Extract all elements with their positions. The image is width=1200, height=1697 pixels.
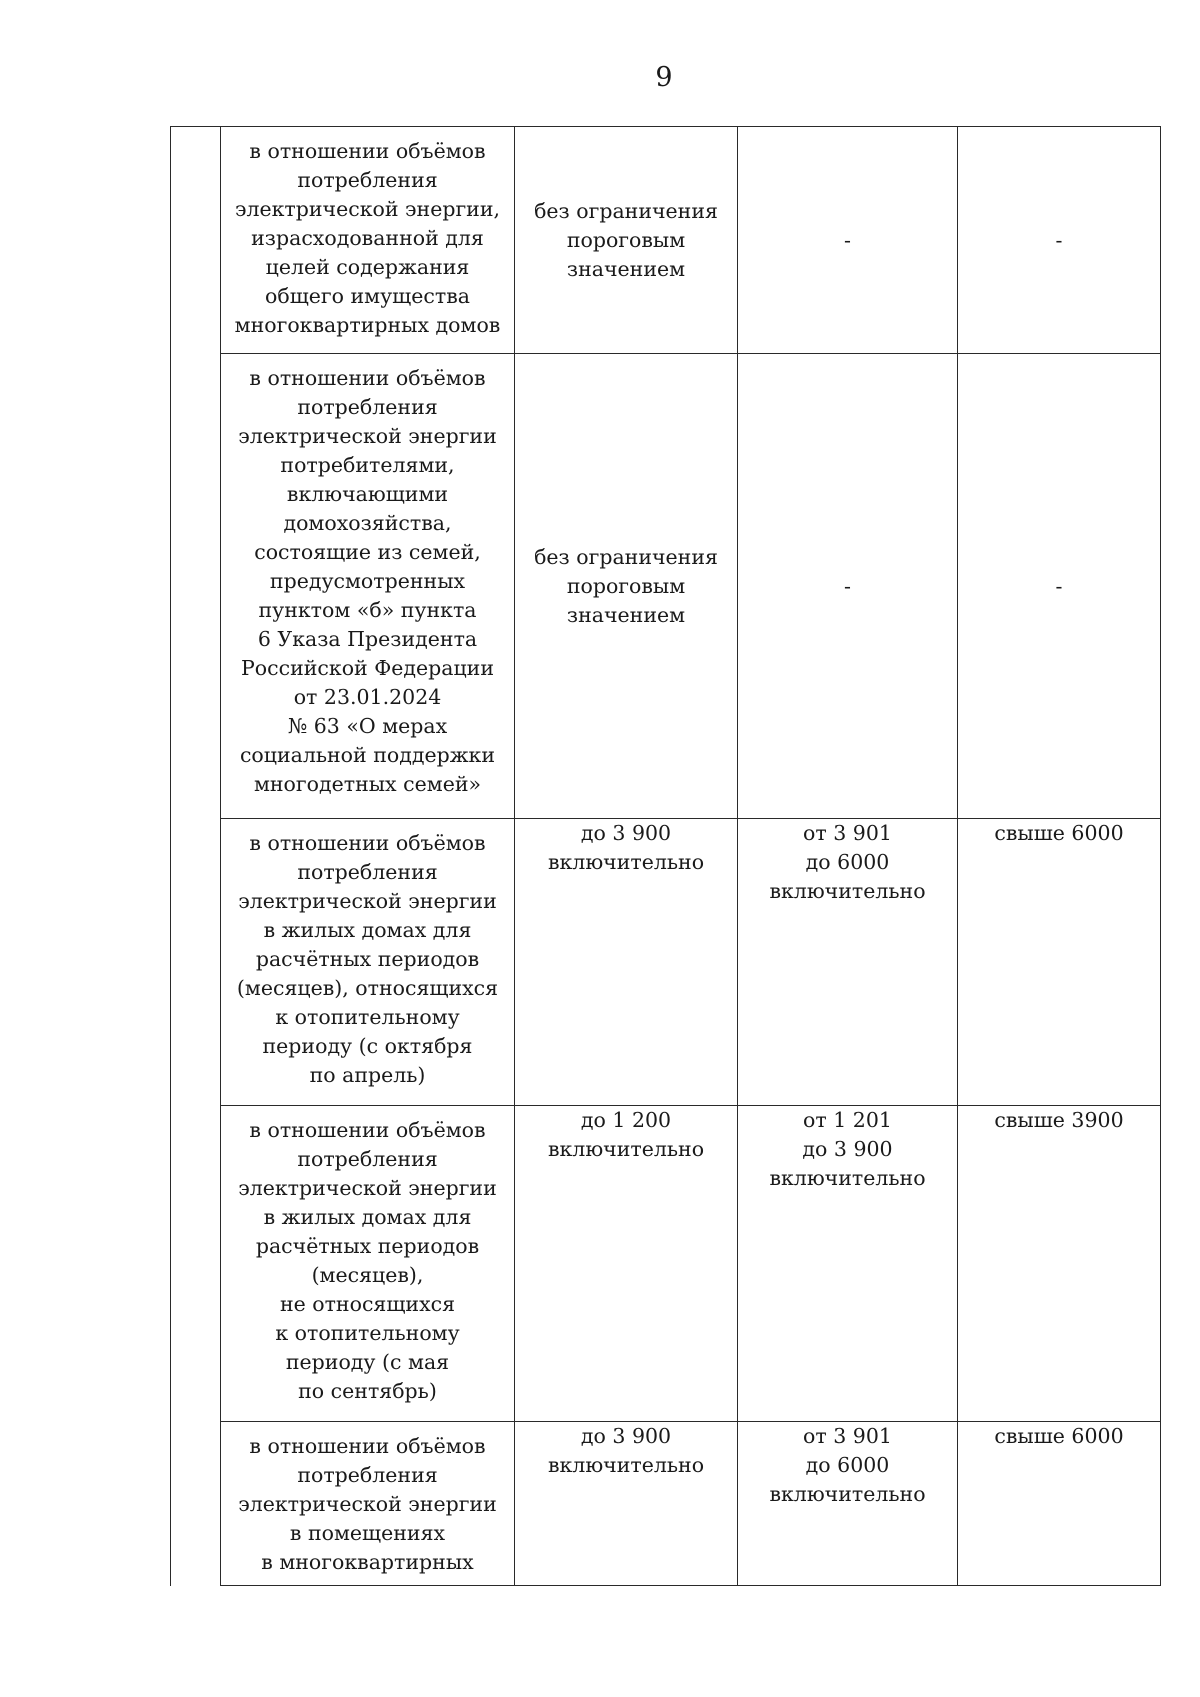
description-line: пунктом «б» пункта <box>258 598 477 622</box>
description-line: электрической энергии <box>238 1176 497 1200</box>
number-cell <box>171 1422 221 1586</box>
description-line: в многоквартирных <box>261 1550 474 1574</box>
description-line: потребления <box>297 168 438 192</box>
tariff-threshold-table <box>170 126 1161 1586</box>
table-row <box>171 354 1161 819</box>
description-line: не относящихся <box>279 1292 456 1316</box>
description-line: социальной поддержки <box>239 743 496 767</box>
description-cell <box>221 1106 515 1422</box>
threshold-3-cell: - <box>958 127 1161 354</box>
threshold-2-cell: от 3 901 до 6000 включительно <box>738 1422 958 1586</box>
description-line: целей содержания <box>265 255 470 279</box>
description-line: по апрель) <box>309 1063 426 1087</box>
description-line: потребления <box>297 860 438 884</box>
description-line: потребителями, <box>280 453 455 477</box>
threshold-2-cell: - <box>738 354 958 819</box>
description-line: к отопительному <box>275 1321 460 1345</box>
description-line: периоду (с октября <box>262 1034 473 1058</box>
table-row <box>171 127 1161 354</box>
description-line: состоящие из семей, <box>254 540 481 564</box>
description-line: включающими <box>286 482 449 506</box>
description-line: по сентябрь) <box>298 1379 437 1403</box>
description-line: в отношении объёмов <box>249 1434 486 1458</box>
description-line: электрической энергии, <box>234 197 501 221</box>
description-cell <box>221 127 515 354</box>
threshold-1-cell: до 3 900 включительно <box>515 1422 738 1586</box>
description-cell <box>221 1422 515 1586</box>
description-line: домохозяйства, <box>283 511 452 535</box>
description-line: в отношении объёмов <box>249 139 486 163</box>
description-line: в жилых домах для <box>263 918 472 942</box>
description-line: 6 Указа Президента <box>257 627 478 651</box>
description-cell <box>221 819 515 1106</box>
table-row <box>171 1106 1161 1422</box>
page-number: 9 <box>655 62 673 93</box>
description-line: в отношении объёмов <box>249 366 486 390</box>
description-cell <box>221 354 515 819</box>
description-line: (месяцев), относящихся <box>236 976 499 1000</box>
description-line: № 63 «О мерах <box>287 714 448 738</box>
description-line: периоду (с мая <box>285 1350 450 1374</box>
number-cell <box>171 1106 221 1422</box>
description-line: электрической энергии <box>238 889 497 913</box>
description-line: в жилых домах для <box>263 1205 472 1229</box>
description-line: многоквартирных домов <box>234 313 501 337</box>
description-line: в помещениях <box>289 1521 446 1545</box>
description-line: расчётных периодов <box>255 947 480 971</box>
description-line: многодетных семей» <box>253 772 482 796</box>
threshold-2-cell: от 1 201 до 3 900 включительно <box>738 1106 958 1422</box>
description-line: в отношении объёмов <box>249 831 486 855</box>
threshold-1-cell: без ограничения пороговым значением <box>515 354 738 819</box>
number-cell <box>171 354 221 819</box>
threshold-1-cell: без ограничения пороговым значением <box>515 127 738 354</box>
description-line: потребления <box>297 395 438 419</box>
threshold-3-cell: - <box>958 354 1161 819</box>
description-line: общего имущества <box>265 284 470 308</box>
description-line: израсходованной для <box>251 226 484 250</box>
description-line: потребления <box>297 1463 438 1487</box>
threshold-3-cell: свыше 6000 <box>958 819 1161 1106</box>
table-row <box>171 819 1161 1106</box>
threshold-2-cell: - <box>738 127 958 354</box>
table-row <box>171 1422 1161 1586</box>
number-cell <box>171 819 221 1106</box>
description-line: потребления <box>297 1147 438 1171</box>
threshold-3-cell: свыше 6000 <box>958 1422 1161 1586</box>
description-line: расчётных периодов <box>255 1234 480 1258</box>
threshold-3-cell: свыше 3900 <box>958 1106 1161 1422</box>
description-line: к отопительному <box>275 1005 460 1029</box>
description-line: в отношении объёмов <box>249 1118 486 1142</box>
description-line: от 23.01.2024 <box>293 685 442 709</box>
description-line: предусмотренных <box>269 569 466 593</box>
description-line: (месяцев), <box>311 1263 424 1287</box>
threshold-1-cell: до 1 200 включительно <box>515 1106 738 1422</box>
description-line: электрической энергии <box>238 1492 497 1516</box>
number-cell <box>171 127 221 354</box>
threshold-2-cell: от 3 901 до 6000 включительно <box>738 819 958 1106</box>
description-line: Российской Федерации <box>241 656 494 680</box>
description-line: электрической энергии <box>238 424 497 448</box>
threshold-1-cell: до 3 900 включительно <box>515 819 738 1106</box>
